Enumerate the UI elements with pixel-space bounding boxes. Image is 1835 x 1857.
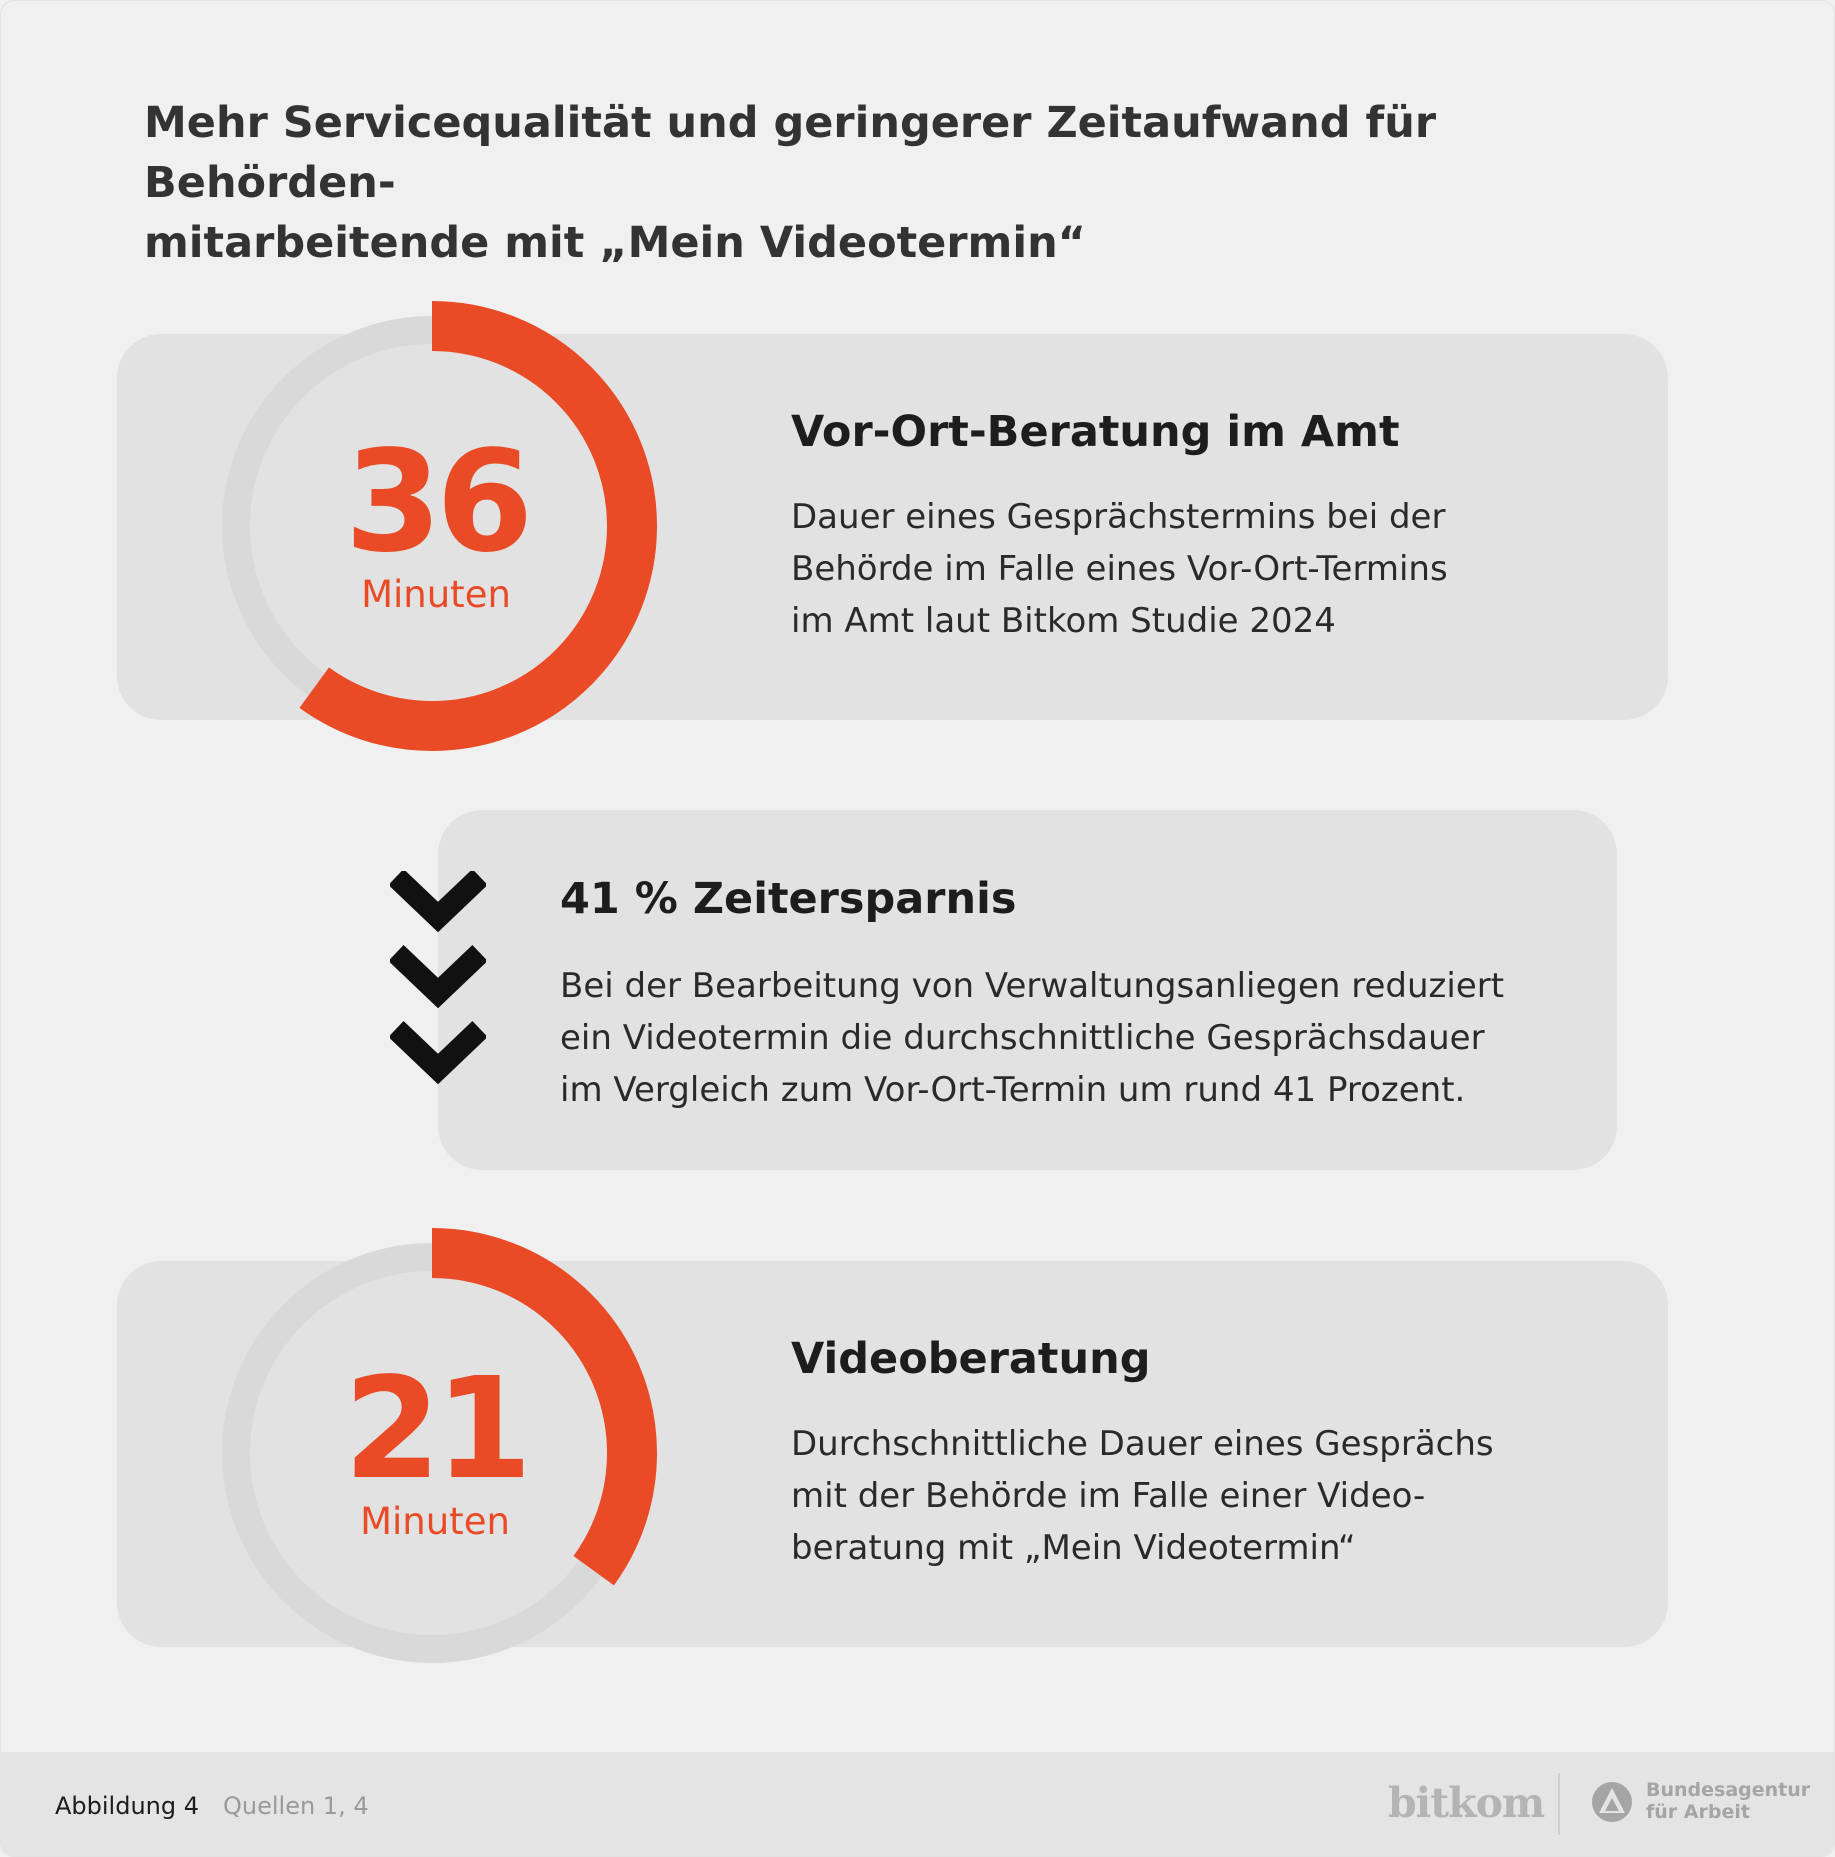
ba-logo-line: Bundesagentur [1646, 1779, 1811, 1801]
video-line: mit der Behörde im Falle einer Video- [791, 1476, 1426, 1516]
title-line-2: mitarbeitende mit „Mein Videotermin“ [144, 218, 1086, 268]
ba-logo-icon [1591, 1781, 1633, 1823]
savings-line: im Vergleich zum Vor-Ort-Termin um rund 41 Prozent. [560, 1070, 1466, 1110]
chevrons-down-icon [390, 871, 486, 1095]
logo-divider [1558, 1773, 1560, 1835]
video-description [791, 1418, 1551, 1574]
video-line: beratung mit „Mein Videotermin“ [791, 1528, 1356, 1568]
savings-heading: 41 % Zeitersparnis [560, 874, 1017, 924]
savings-line: ein Videotermin die durchschnittliche Gesprächsdauer [560, 1018, 1485, 1058]
vor-ort-heading: Vor-Ort-Beratung im Amt [791, 407, 1400, 457]
vor-ort-line: Behörde im Falle eines Vor-Ort-Termins [791, 549, 1448, 589]
title-line-1: Mehr Servicequalität und geringerer Zeitaufwand für Behörden- [144, 98, 1437, 208]
video-value: 21 [343, 1348, 527, 1511]
savings-line: Bei der Bearbeitung von Verwaltungsanliegen reduziert [560, 966, 1505, 1006]
vor-ort-description [791, 491, 1551, 647]
chevron-down-icon [396, 1029, 480, 1069]
video-heading: Videoberatung [791, 1334, 1151, 1384]
vor-ort-line: im Amt laut Bitkom Studie 2024 [791, 601, 1336, 641]
vor-ort-unit: Minuten [361, 573, 511, 616]
sources-label: Quellen 1, 4 [223, 1792, 369, 1820]
ba-logo-line: für Arbeit [1646, 1801, 1750, 1823]
figure-label: Abbildung 4 [55, 1792, 200, 1820]
ba-logo-text [1646, 1779, 1810, 1823]
chevron-down-icon [396, 953, 480, 993]
bitkom-logo: bitkom [1388, 1779, 1545, 1827]
video-unit: Minuten [360, 1500, 510, 1543]
vor-ort-stat [286, 421, 586, 617]
page-title [144, 93, 1644, 273]
video-stat [285, 1348, 585, 1544]
vor-ort-value: 36 [344, 421, 528, 584]
vor-ort-line: Dauer eines Gesprächstermins bei der [791, 497, 1446, 537]
video-line: Durchschnittliche Dauer eines Gesprächs [791, 1424, 1494, 1464]
chevron-down-icon [396, 877, 480, 917]
savings-description [560, 960, 1560, 1116]
